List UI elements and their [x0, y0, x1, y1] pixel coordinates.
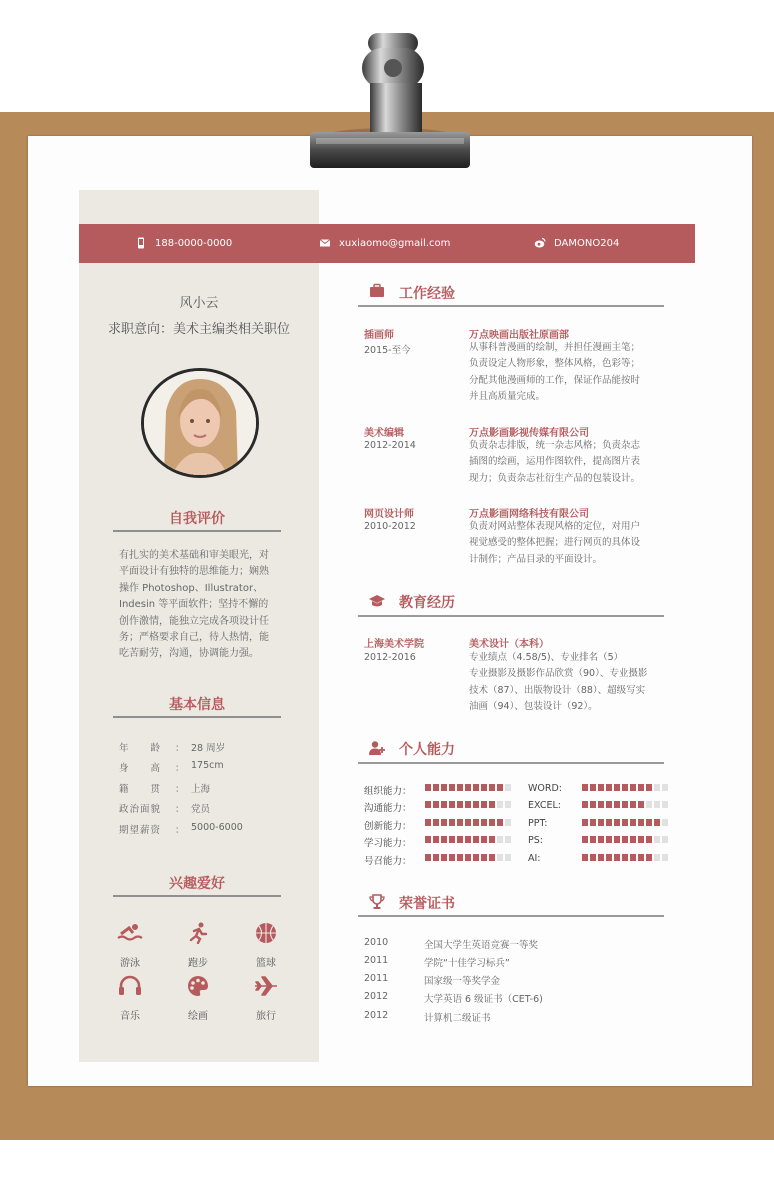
phone-text: 188-0000-0000 [155, 238, 233, 249]
skill-label: 创新能力： [364, 821, 412, 832]
contact-bar [79, 224, 695, 263]
skill-label: 组织能力： [364, 786, 412, 797]
award-text: 计算机二级证书 [424, 1013, 491, 1024]
job-company: 万点影画网络科技有限公司 [469, 509, 589, 520]
job-desc-line: 负责设定人物形象，整体风格，色彩等； [469, 358, 641, 370]
edu-major: 美术设计（本科） [469, 639, 549, 650]
hobby-basketball [246, 922, 286, 969]
eval-line: 有扎实的美术基础和审美眼光，对 [119, 550, 269, 561]
job-desc-line: 视觉感受的整体把握；进行网页的具体设 [469, 537, 641, 549]
trophy-icon [369, 894, 385, 910]
eval-line: 操作 Photoshop、Illustrator、 [119, 582, 264, 594]
hobby-label: 跑步 [188, 958, 208, 969]
edu-desc-line: 技术（87）、出版物设计（88）、超级写实 [469, 684, 646, 696]
job-role: 插画师 [364, 330, 394, 341]
job-desc-line: 现力；负责杂志社衍生产品的包装设计。 [469, 472, 641, 484]
skill-level-bar [582, 784, 668, 791]
hobby-label: 绘画 [188, 1011, 208, 1022]
self-eval-divider [113, 530, 281, 532]
airplane-icon [253, 975, 279, 997]
skill-level-bar [425, 801, 511, 808]
job-desc-line: 分配其他漫画师的工作，保证作品能按时 [469, 374, 641, 386]
headphones-icon [117, 975, 143, 997]
hobby-swim [110, 922, 150, 969]
skill-label: PS: [528, 835, 543, 846]
awards-heading: 荣誉证书 [399, 896, 455, 912]
edu-period: 2012-2016 [364, 652, 416, 663]
skill-level-bar [582, 819, 668, 826]
info-label: 年 龄 [119, 743, 162, 754]
info-label: 籍 贯 [119, 784, 162, 795]
info-label: 期望薪资 [119, 825, 162, 836]
job-role: 网页设计师 [364, 509, 414, 520]
graduation-cap-icon [369, 593, 385, 609]
eval-line: 务；严格要求自己，待人热情，能 [119, 632, 269, 644]
education-divider [358, 615, 664, 617]
award-text: 学院“十佳学习标兵” [424, 958, 510, 969]
profile-name: 风小云 [179, 296, 219, 311]
info-label: 政治面貌 [119, 804, 162, 815]
job-company: 万点影画影视传媒有限公司 [469, 428, 589, 439]
basic-info-divider [113, 716, 281, 718]
hobbies-divider [113, 895, 281, 897]
email-text: xuxiaomo@gmail.com [339, 238, 451, 249]
binder-clip-icon [308, 28, 472, 178]
hobbies-heading: 兴趣爱好 [169, 876, 225, 892]
swim-icon [117, 922, 143, 944]
weibo-icon [534, 237, 546, 249]
hobby-label: 游泳 [120, 958, 140, 969]
award-year: 2010 [364, 937, 389, 948]
skill-label: AI: [528, 853, 541, 864]
skill-label: 号召能力： [364, 856, 412, 867]
award-text: 国家级一等奖学金 [424, 976, 501, 987]
job-desc-line: 插图的绘画，运用作图软件，提高图片表 [469, 456, 641, 468]
skill-row [528, 853, 541, 864]
awards-divider [358, 915, 664, 917]
award-year: 2012 [364, 1010, 389, 1021]
weibo-contact [534, 224, 619, 263]
info-value: 上海 [191, 784, 211, 795]
skill-row [364, 783, 412, 797]
skill-row [528, 818, 547, 829]
job-desc-line: 计制作；产品目录的平面设计。 [469, 553, 603, 565]
hobby-label: 篮球 [256, 958, 276, 969]
job-description [469, 519, 665, 568]
skill-level-bar [582, 854, 668, 861]
info-label: 身 高 [119, 763, 162, 774]
award-year: 2011 [364, 973, 389, 984]
skill-row [528, 783, 562, 794]
hobby-music [110, 975, 150, 1022]
skill-level-bar [425, 836, 511, 843]
info-value: 5000-6000 [191, 822, 243, 833]
phone-icon [135, 237, 147, 249]
job-desc-line: 负责杂志排版，统一杂志风格；负责杂志 [469, 440, 641, 451]
job-period: 2012-2014 [364, 440, 416, 451]
job-period: 2015-至今 [364, 345, 411, 356]
info-value: 党员 [191, 804, 211, 815]
self-eval-heading: 自我评价 [169, 511, 225, 527]
job-desc-line: 负责对网站整体表现风格的定位，对用户 [469, 521, 641, 532]
skill-row [364, 853, 412, 867]
eval-line: 创作激情，能独立完成各项设计任 [119, 615, 269, 627]
hobby-travel [246, 975, 286, 1022]
job-company: 万点映画出版社原画部 [469, 330, 569, 341]
award-year: 2012 [364, 991, 389, 1002]
skill-label: 学习能力： [364, 838, 412, 849]
briefcase-icon [369, 283, 385, 299]
job-intent: 求职意向：美术主编类相关职位 [107, 322, 290, 337]
education-heading: 教育经历 [399, 595, 455, 611]
skill-row [364, 835, 412, 849]
basketball-icon [253, 922, 279, 944]
skill-label: EXCEL: [528, 800, 561, 811]
email-contact [319, 224, 450, 263]
self-eval-text [119, 548, 279, 663]
job-desc-line: 从事科普漫画的绘制，并担任漫画主笔； [469, 342, 641, 353]
skill-level-bar [582, 836, 668, 843]
skill-label: WORD: [528, 783, 562, 794]
skill-label: PPT: [528, 818, 548, 829]
job-description [469, 340, 665, 406]
skill-level-bar [425, 784, 511, 791]
skill-row [364, 818, 412, 832]
background-bottom [0, 1140, 774, 1194]
job-period: 2010-2012 [364, 521, 416, 532]
edu-desc-line: 专业绩点（4.58/5)、专业排名（5） [469, 652, 624, 663]
eval-line: Indesin 等平面软件；坚持不懈的 [119, 599, 269, 611]
skills-heading: 个人能力 [399, 742, 455, 758]
basic-info-heading: 基本信息 [169, 697, 225, 713]
edu-desc-line: 专业摄影及摄影作品欣赏（90）、专业摄影 [469, 668, 648, 680]
hobby-run [178, 922, 218, 969]
hobby-paint [178, 975, 218, 1022]
hobby-label: 旅行 [256, 1011, 276, 1022]
edu-description [469, 650, 665, 716]
skill-level-bar [425, 854, 511, 861]
award-year: 2011 [364, 955, 389, 966]
work-heading: 工作经验 [399, 286, 455, 302]
palette-icon [185, 975, 211, 997]
phone-contact [135, 224, 232, 263]
weibo-text: DAMONO204 [554, 238, 620, 249]
award-text: 全国大学生英语竞赛一等奖 [424, 940, 539, 951]
job-description [469, 438, 665, 487]
add-user-icon [369, 740, 385, 756]
work-divider [358, 305, 664, 307]
skill-level-bar [425, 819, 511, 826]
edu-school: 上海美术学院 [364, 639, 424, 650]
avatar [141, 368, 259, 478]
award-text: 大学英语 6 级证书（CET-6) [424, 994, 543, 1005]
eval-line: 平面设计有独特的思维能力；娴熟 [119, 566, 269, 578]
skill-level-bar [582, 801, 668, 808]
info-value: 175cm [191, 760, 224, 771]
skill-row [528, 835, 543, 846]
job-desc-line: 并且高质量完成。 [469, 391, 546, 403]
skill-row [528, 800, 561, 811]
info-value: 28 周岁 [191, 743, 226, 754]
skill-row [364, 800, 412, 814]
skills-divider [358, 762, 664, 764]
hobby-label: 音乐 [120, 1011, 140, 1022]
skill-label: 沟通能力： [364, 803, 412, 814]
job-role: 美术编辑 [364, 428, 404, 439]
eval-line: 吃苦耐劳，沟通，协调能力强。 [119, 648, 259, 660]
run-icon [185, 922, 211, 944]
mail-icon [319, 237, 331, 249]
edu-desc-line: 油画（94）、包装设计（92）。 [469, 701, 598, 713]
